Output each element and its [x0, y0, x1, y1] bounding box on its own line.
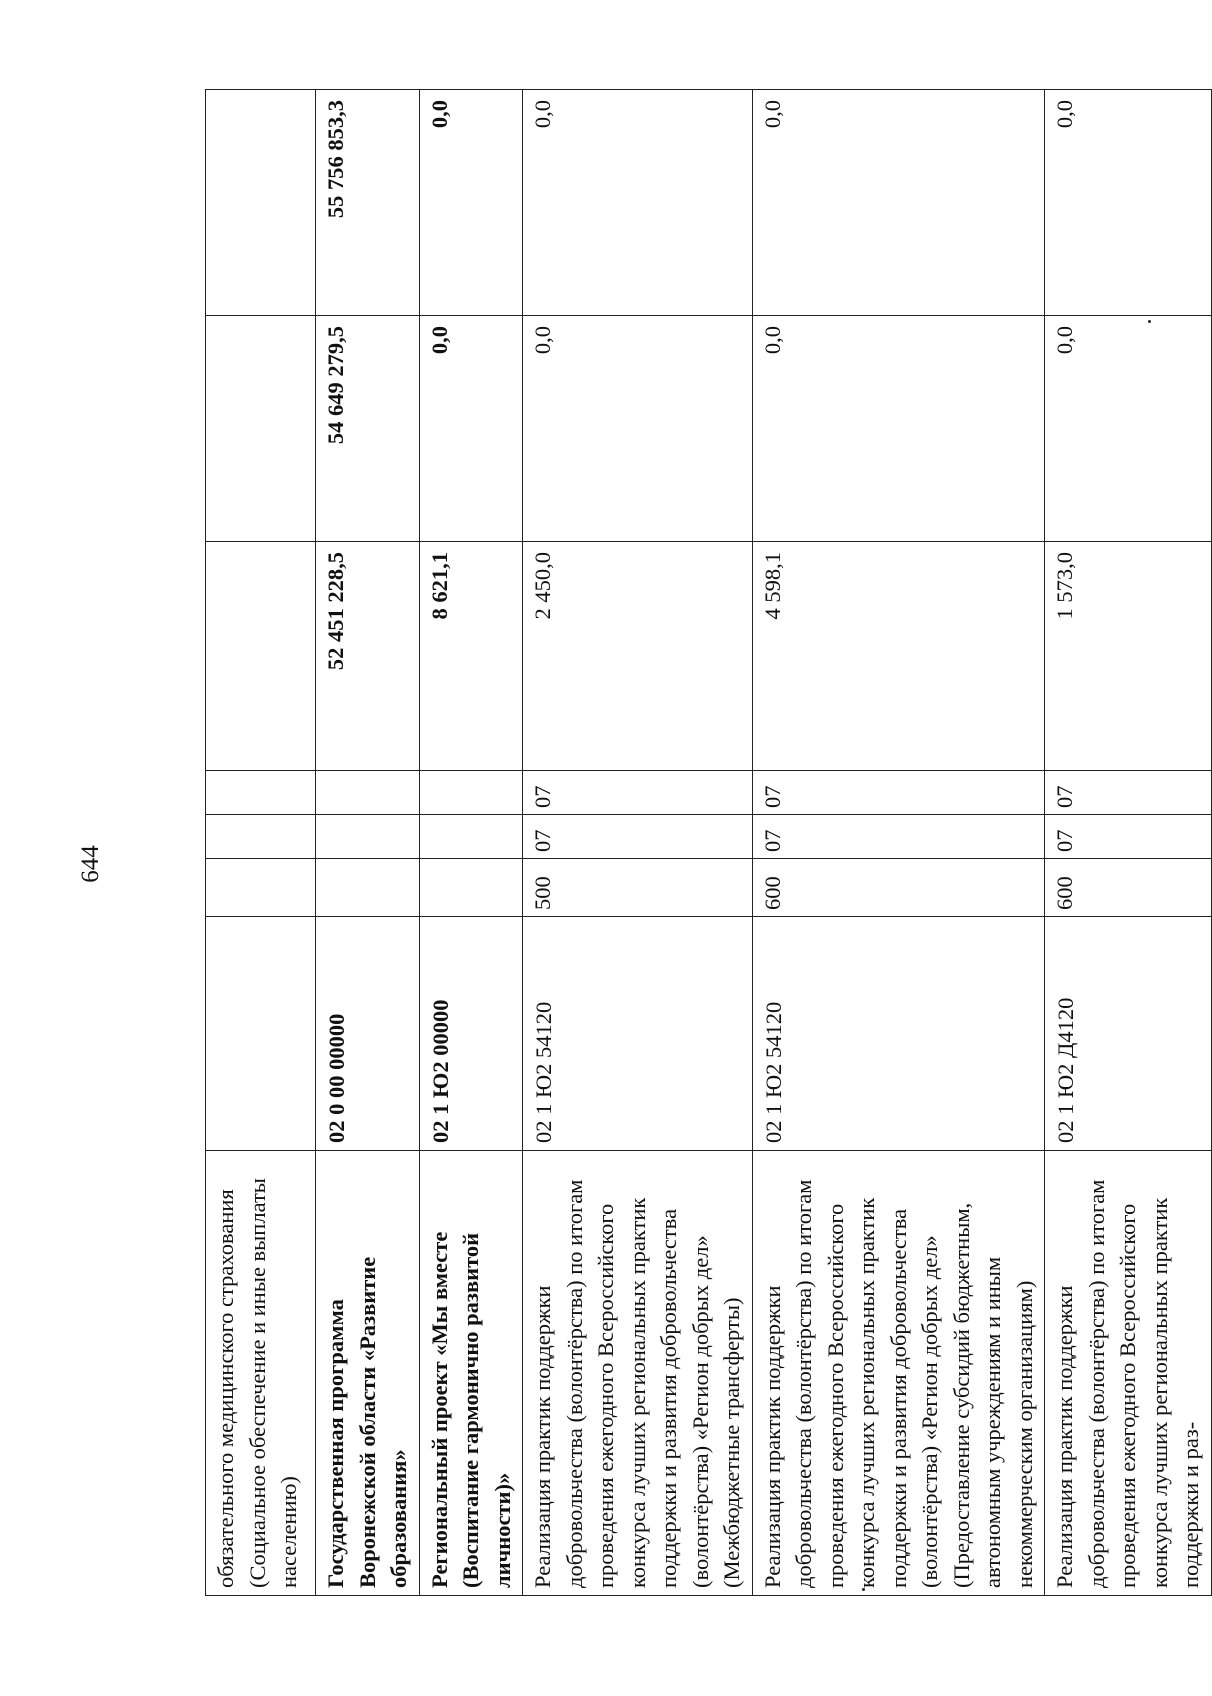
amount-year-3: 55 756 853,3	[316, 90, 420, 316]
expense-type-code: 600	[752, 859, 1045, 917]
expense-type-code: 600	[1045, 859, 1212, 917]
row-description: Реализация практик поддержки добровольчества (волонтёрства) по итогам проведения ежегодного Всероссийского конкурса лучших региональных практик поддержки и развития добровольчества (волонтёрства) «Регион добрых дел» (Предоставление субсидий бюджетным, автономным учреждениям и иным некоммерческим организациям)	[752, 1151, 1045, 1596]
subsection-code: 07	[1045, 771, 1212, 815]
target-article-code: 02 1 Ю2 00000	[419, 917, 523, 1151]
amount-year-1: 2 450,0	[523, 542, 753, 771]
target-article-code: 02 1 Ю2 Д4120	[1045, 917, 1212, 1151]
target-article-code	[206, 917, 316, 1151]
target-article-code: 02 1 Ю2 54120	[752, 917, 1045, 1151]
section-code	[206, 815, 316, 859]
table-row	[419, 90, 523, 1596]
amount-year-2: 54 649 279,5	[316, 316, 420, 542]
section-code: 07	[752, 815, 1045, 859]
scan-speck	[1148, 320, 1151, 323]
section-code: 07	[523, 815, 753, 859]
expense-type-code	[419, 859, 523, 917]
row-description: Государственная программа Воронежской области «Развитие образования»	[316, 1151, 420, 1596]
amount-year-2: 0,0	[1045, 316, 1212, 542]
table-row	[1045, 90, 1212, 1596]
row-description: Реализация практик поддержки добровольчества (волонтёрства) по итогам проведения ежегодного Всероссийского конкурса лучших региональных практик поддержки и раз-	[1045, 1151, 1212, 1596]
amount-year-2	[206, 316, 316, 542]
amount-year-3: 0,0	[1045, 90, 1212, 316]
amount-year-1: 8 621,1	[419, 542, 523, 771]
subsection-code: 07	[523, 771, 753, 815]
scan-speck	[862, 1588, 865, 1591]
section-code	[419, 815, 523, 859]
page-number: 644	[77, 845, 104, 883]
subsection-code	[316, 771, 420, 815]
table-row	[523, 90, 753, 1596]
amount-year-3: 0,0	[419, 90, 523, 316]
table-row	[752, 90, 1045, 1596]
subsection-code	[419, 771, 523, 815]
subsection-code	[206, 771, 316, 815]
amount-year-1: 52 451 228,5	[316, 542, 420, 771]
subsection-code: 07	[752, 771, 1045, 815]
section-code	[316, 815, 420, 859]
amount-year-1: 1 573,0	[1045, 542, 1212, 771]
amount-year-1	[206, 542, 316, 771]
amount-year-2: 0,0	[752, 316, 1045, 542]
target-article-code: 02 1 Ю2 54120	[523, 917, 753, 1151]
table-row	[316, 90, 420, 1596]
row-description: Региональный проект «Мы вместе (Воспитание гармонично развитой личности)»	[419, 1151, 523, 1596]
budget-table	[205, 89, 1212, 1596]
amount-year-2: 0,0	[419, 316, 523, 542]
amount-year-3: 0,0	[752, 90, 1045, 316]
expense-type-code	[206, 859, 316, 917]
expense-type-code: 500	[523, 859, 753, 917]
target-article-code: 02 0 00 00000	[316, 917, 420, 1151]
amount-year-3	[206, 90, 316, 316]
amount-year-1: 4 598,1	[752, 542, 1045, 771]
row-description: обязательного медицинского страхования (Социальное обеспечение и иные выплаты населению)	[206, 1151, 316, 1596]
expense-type-code	[316, 859, 420, 917]
amount-year-2: 0,0	[523, 316, 753, 542]
row-description: Реализация практик поддержки добровольчества (волонтёрства) по итогам проведения ежегодного Всероссийского конкурса лучших региональных практик поддержки и развития добровольчества (волонтёрства) «Регион добрых дел» (Межбюджетные трансферты)	[523, 1151, 753, 1596]
table-row	[206, 90, 316, 1596]
budget-table-wrapper	[205, 90, 1212, 1596]
amount-year-3: 0,0	[523, 90, 753, 316]
section-code: 07	[1045, 815, 1212, 859]
